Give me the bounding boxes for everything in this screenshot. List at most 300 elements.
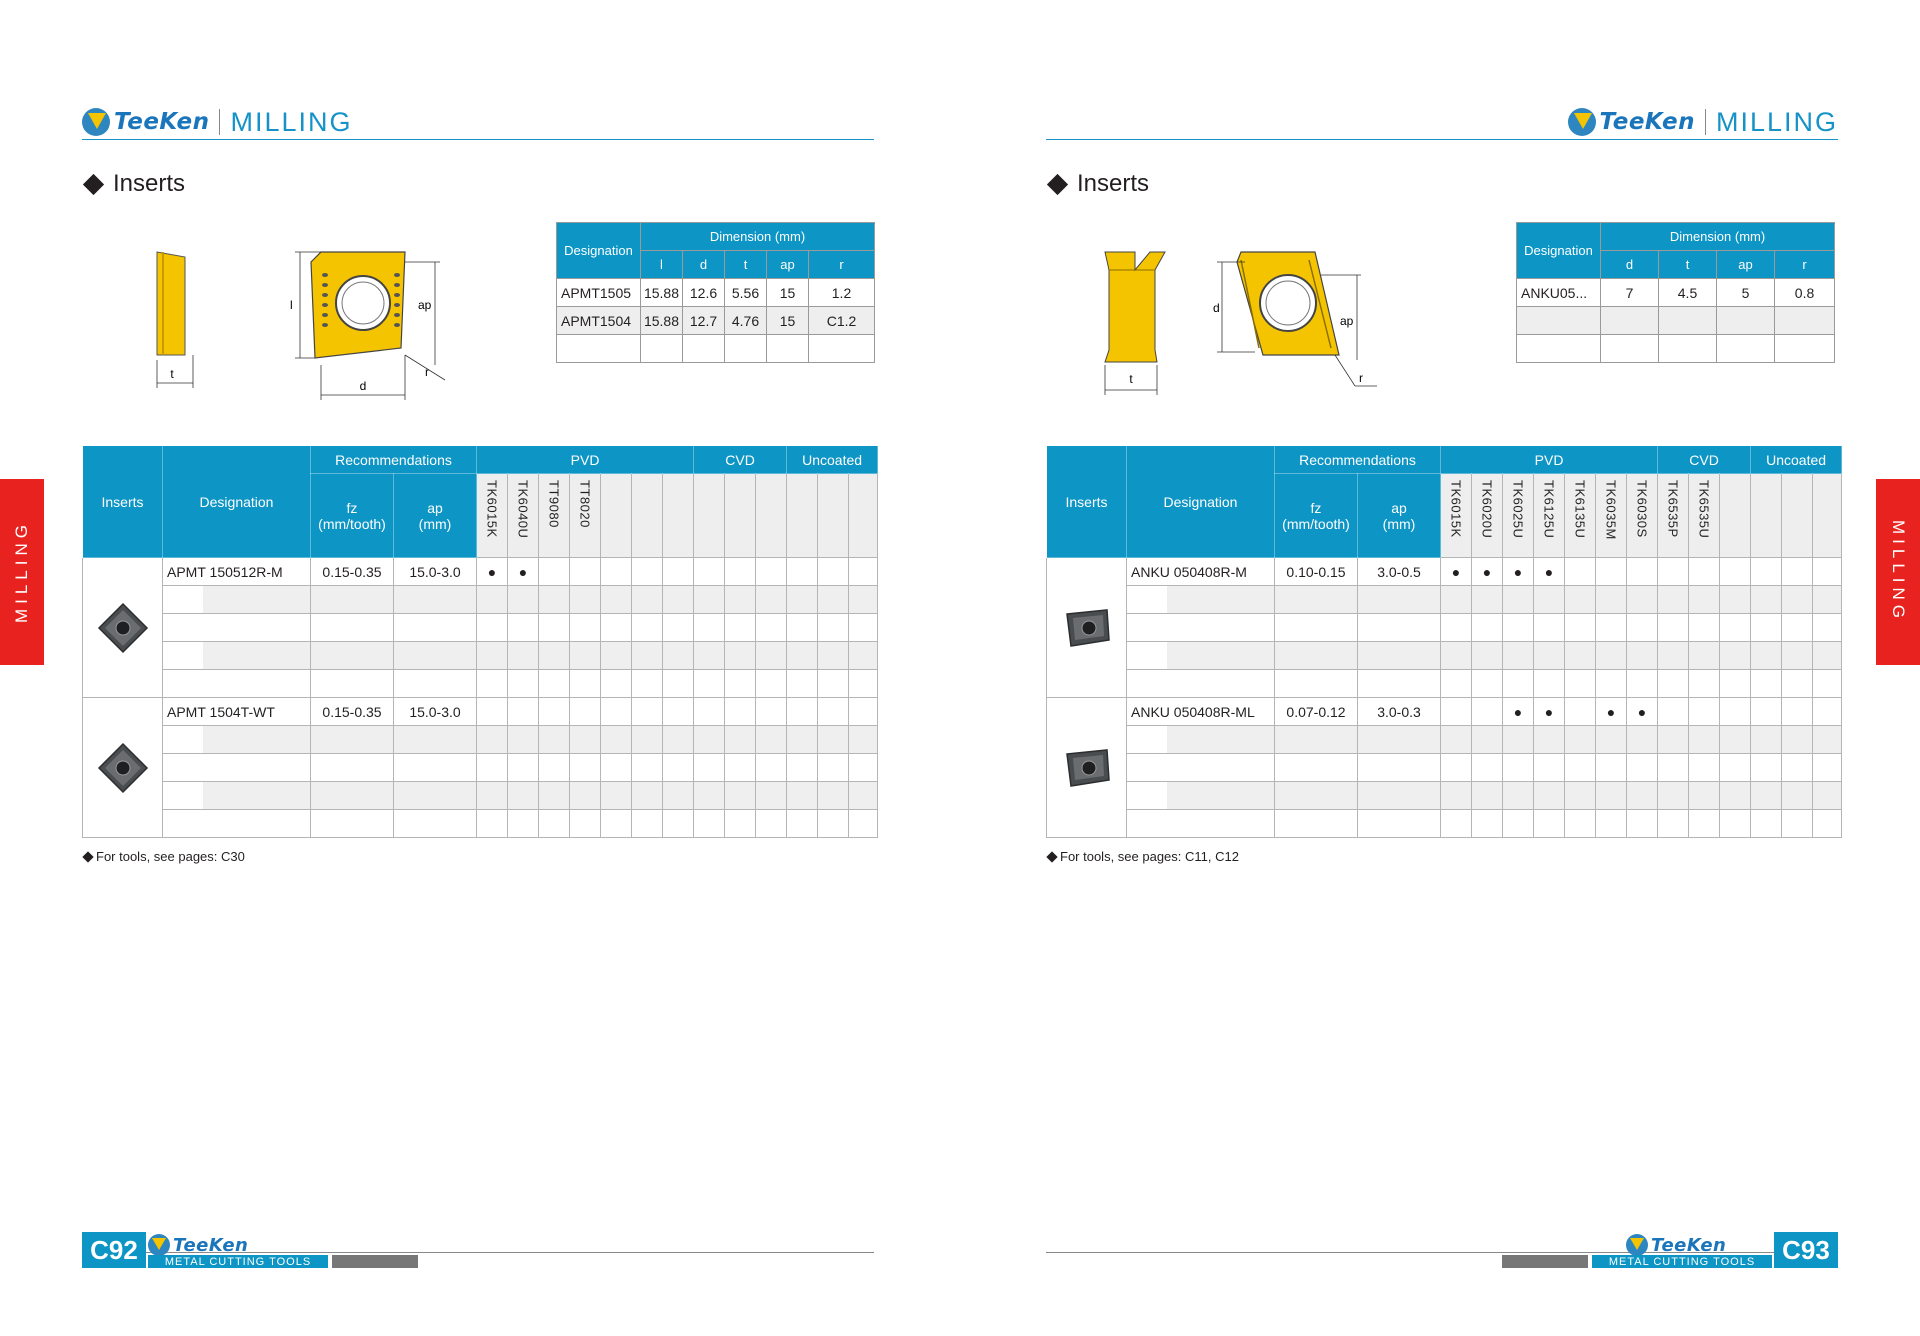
grade-cell (725, 586, 756, 614)
table-row (83, 558, 878, 586)
grade-cell (1627, 670, 1658, 698)
dim-cell: 1.2 (809, 279, 875, 307)
grade-cell (1658, 754, 1689, 782)
grade-cell (849, 754, 878, 782)
page-number: C92 (82, 1232, 146, 1268)
grade-cell (601, 782, 632, 810)
grade-cell (1596, 810, 1627, 838)
dim-cell-empty (809, 335, 875, 363)
footer-brand: TeeKen (1651, 1234, 1727, 1256)
dim-cell-empty (1517, 335, 1601, 363)
footer-logo (1626, 1234, 1726, 1256)
fz-cell (311, 754, 394, 782)
footer-tagline: METAL CUTTING TOOLS (148, 1255, 328, 1268)
grade-cell (1565, 810, 1596, 838)
grade-cell (1782, 698, 1813, 726)
grade-cell (632, 810, 663, 838)
insert-photo-icon (95, 740, 151, 796)
grade-cell (477, 810, 508, 838)
grade-cell (1751, 698, 1782, 726)
dim-cell-empty (557, 335, 641, 363)
grade-cell (725, 754, 756, 782)
grade-cell (787, 614, 818, 642)
col-header-fz: fz (mm/tooth) (1275, 474, 1358, 558)
col-header-uncoated: Uncoated (787, 446, 878, 474)
diamond-bullet-icon (1046, 851, 1057, 862)
dim-label-t: t (1129, 372, 1133, 386)
dim-cell-empty (1517, 307, 1601, 335)
page-header (82, 103, 353, 141)
designation-cell: ANKU 050408R-M (1127, 558, 1275, 586)
grade-cell (570, 614, 601, 642)
dim-cell-empty (1659, 307, 1717, 335)
grade-cell (756, 754, 787, 782)
dim-header-dimension: Dimension (mm) (641, 223, 875, 251)
grade-cell (694, 782, 725, 810)
grade-cell (539, 754, 570, 782)
grade-cell (1627, 782, 1658, 810)
grade-cell (1472, 670, 1503, 698)
grade-cell: ● (1441, 558, 1472, 586)
col-header-inserts: Inserts (83, 446, 163, 558)
fz-cell (311, 810, 394, 838)
grade-cell (849, 726, 878, 754)
grade-cell (725, 698, 756, 726)
grade-cell (1751, 614, 1782, 642)
table-row (83, 614, 878, 642)
grade-cell (508, 670, 539, 698)
dim-cell-empty (767, 335, 809, 363)
insert-image-cell (1047, 558, 1127, 698)
designation-cell: APMT 1504T-WT (163, 698, 311, 726)
grade-cell (1596, 642, 1627, 670)
dim-cell: APMT1505 (557, 279, 641, 307)
dim-label-r: r (425, 365, 429, 379)
grade-header-tk6535u: TK6535U (1689, 474, 1720, 558)
grade-cell (1751, 754, 1782, 782)
insert-image-cell (83, 698, 163, 838)
table-row (83, 670, 878, 698)
dim-cell: 5 (1717, 279, 1775, 307)
grade-cell (1565, 670, 1596, 698)
grade-cell (663, 586, 694, 614)
grade-cell (849, 642, 878, 670)
grade-cell (601, 726, 632, 754)
grade-cell (508, 810, 539, 838)
grade-cell (663, 782, 694, 810)
grade-cell (1627, 558, 1658, 586)
grade-header-empty (1782, 474, 1813, 558)
table-row (83, 782, 878, 810)
dim-col-r: r (1775, 251, 1835, 279)
footer-gray-bar (332, 1255, 418, 1268)
ap-cell (1358, 726, 1441, 754)
dim-label-d: d (359, 379, 367, 393)
grade-cell (787, 558, 818, 586)
table-row (83, 754, 878, 782)
grade-cell (570, 698, 601, 726)
grade-cell (694, 726, 725, 754)
dim-header-designation: Designation (1517, 223, 1601, 279)
insert-photo-icon (95, 600, 151, 656)
ap-cell (394, 670, 477, 698)
designation-cell-empty (1127, 754, 1275, 782)
dim-cell: 15.88 (641, 279, 683, 307)
designation-cell: ANKU 050408R-ML (1127, 698, 1275, 726)
grade-cell (1813, 642, 1842, 670)
grade-cell (508, 586, 539, 614)
brand-name: TeeKen (114, 109, 210, 135)
table-row (1047, 586, 1842, 614)
grade-header-tk6135u: TK6135U (1565, 474, 1596, 558)
grade-cell (1689, 754, 1720, 782)
grade-header-empty (818, 474, 849, 558)
designation-cell-empty (1127, 726, 1275, 754)
grade-cell (694, 810, 725, 838)
ap-cell (1358, 586, 1441, 614)
grade-cell (1751, 782, 1782, 810)
grade-cell (1658, 670, 1689, 698)
fz-cell (311, 614, 394, 642)
fz-cell (311, 642, 394, 670)
table-row (557, 307, 875, 335)
grade-cell (725, 782, 756, 810)
grade-header-tk6020u: TK6020U (1472, 474, 1503, 558)
grade-cell (601, 614, 632, 642)
grade-cell (1565, 642, 1596, 670)
dim-cell: C1.2 (809, 307, 875, 335)
table-row (1047, 754, 1842, 782)
insert-image-cell (1047, 698, 1127, 838)
side-tab-milling (1876, 479, 1920, 665)
logo-icon (148, 1234, 170, 1256)
grade-cell (1472, 810, 1503, 838)
header-rule (82, 139, 874, 140)
insert-photo-icon (1059, 740, 1115, 796)
grade-cell (570, 558, 601, 586)
ap-cell (1358, 670, 1441, 698)
designation-cell-empty (1127, 670, 1275, 698)
grade-cell (1441, 754, 1472, 782)
grade-header-tt8020: TT8020 (570, 474, 601, 558)
grade-cell (1503, 642, 1534, 670)
dim-cell: ANKU05... (1517, 279, 1601, 307)
grade-cell (818, 558, 849, 586)
grade-cell (1565, 754, 1596, 782)
grade-cell (539, 614, 570, 642)
grade-cell (1534, 754, 1565, 782)
footer-rule (146, 1252, 874, 1253)
ap-cell: 3.0-0.5 (1358, 558, 1441, 586)
apmt-insert-drawing (145, 240, 455, 410)
fz-cell: 0.07-0.12 (1275, 698, 1358, 726)
grade-cell (539, 726, 570, 754)
table-row (83, 642, 878, 670)
table-row (1047, 782, 1842, 810)
diamond-bullet-icon (1047, 173, 1068, 194)
brand-logo (1568, 108, 1695, 136)
dimension-table-right (1516, 222, 1835, 363)
grade-cell (1472, 586, 1503, 614)
dim-col-l: l (641, 251, 683, 279)
grade-cell (725, 670, 756, 698)
grade-cell (1472, 614, 1503, 642)
insert-grade-table-right (1046, 445, 1842, 838)
grade-cell (1441, 726, 1472, 754)
dim-cell-empty (1775, 307, 1835, 335)
dim-header-dimension: Dimension (mm) (1601, 223, 1835, 251)
table-row (557, 335, 875, 363)
right-page (960, 0, 1920, 1336)
dim-col-d: d (683, 251, 725, 279)
grade-cell (663, 698, 694, 726)
logo-icon (1568, 108, 1596, 136)
designation-cell-empty (163, 754, 311, 782)
grade-cell (477, 754, 508, 782)
grade-cell (1782, 810, 1813, 838)
insert-image-cell (83, 558, 163, 698)
fz-cell (1275, 614, 1358, 642)
grade-cell (1782, 726, 1813, 754)
grade-cell (1596, 586, 1627, 614)
grade-cell (1689, 670, 1720, 698)
grade-cell (477, 642, 508, 670)
brand-name: TeeKen (1599, 109, 1695, 135)
grade-cell (756, 698, 787, 726)
grade-cell (694, 614, 725, 642)
grade-cell (694, 558, 725, 586)
grade-cell (1782, 782, 1813, 810)
dim-cell: 4.5 (1659, 279, 1717, 307)
grade-cell (1534, 586, 1565, 614)
designation-cell-empty (1127, 810, 1275, 838)
grade-cell (632, 754, 663, 782)
table-row (83, 698, 878, 726)
grade-cell: ● (1596, 698, 1627, 726)
designation-cell-empty (163, 670, 311, 698)
dim-cell-empty (725, 335, 767, 363)
grade-cell (1565, 586, 1596, 614)
grade-cell (1813, 670, 1842, 698)
dim-cell-empty (1601, 307, 1659, 335)
grade-cell (508, 614, 539, 642)
grade-cell (1565, 726, 1596, 754)
grade-cell (632, 698, 663, 726)
grade-cell (1720, 782, 1751, 810)
grade-header-tk6015k: TK6015K (477, 474, 508, 558)
logo-icon (82, 108, 110, 136)
grade-cell (1472, 782, 1503, 810)
grade-header-empty (756, 474, 787, 558)
col-header-recommendations: Recommendations (311, 446, 477, 474)
grade-cell (1720, 558, 1751, 586)
grade-cell (1658, 642, 1689, 670)
dim-label-r: r (1359, 371, 1363, 385)
grade-cell (756, 558, 787, 586)
dim-header-designation: Designation (557, 223, 641, 279)
grade-cell (1596, 558, 1627, 586)
grade-cell (1627, 726, 1658, 754)
grade-header-tk6040u: TK6040U (508, 474, 539, 558)
dim-col-ap: ap (1717, 251, 1775, 279)
designation-cell-empty (163, 614, 311, 642)
table-row (1047, 698, 1842, 726)
table-row (83, 726, 878, 754)
grade-cell (756, 810, 787, 838)
fz-cell (1275, 642, 1358, 670)
grade-cell: ● (1627, 698, 1658, 726)
dim-cell: 15 (767, 307, 809, 335)
grade-cell (663, 558, 694, 586)
grade-cell (1689, 586, 1720, 614)
dim-cell: 0.8 (1775, 279, 1835, 307)
designation-cell-empty (1127, 614, 1275, 642)
grade-cell (787, 726, 818, 754)
dim-cell: 15 (767, 279, 809, 307)
fz-cell (1275, 782, 1358, 810)
grade-cell (477, 698, 508, 726)
grade-cell (1472, 754, 1503, 782)
ap-cell: 3.0-0.3 (1358, 698, 1441, 726)
dim-cell: APMT1504 (557, 307, 641, 335)
table-row (1047, 558, 1842, 586)
footer-brand: TeeKen (173, 1234, 249, 1256)
grade-cell (1503, 670, 1534, 698)
grade-cell (1627, 586, 1658, 614)
ap-cell (1358, 754, 1441, 782)
grade-cell (818, 726, 849, 754)
grade-cell (570, 782, 601, 810)
grade-cell (539, 698, 570, 726)
grade-header-empty (1813, 474, 1842, 558)
grade-cell (1472, 698, 1503, 726)
grade-header-empty (725, 474, 756, 558)
grade-cell (1658, 586, 1689, 614)
page-footer (1046, 1232, 1838, 1268)
grade-cell (1658, 726, 1689, 754)
grade-cell (1782, 586, 1813, 614)
grade-cell (1751, 726, 1782, 754)
grade-cell (1441, 698, 1472, 726)
grade-header-tk6025u: TK6025U (1503, 474, 1534, 558)
grade-cell (1689, 614, 1720, 642)
grade-header-empty (601, 474, 632, 558)
grade-cell (1720, 586, 1751, 614)
anku-insert-drawing (1095, 240, 1415, 400)
dim-cell: 12.6 (683, 279, 725, 307)
grade-cell (818, 754, 849, 782)
col-header-pvd: PVD (477, 446, 694, 474)
col-header-ap: ap (mm) (1358, 474, 1441, 558)
footer-logo (148, 1234, 248, 1256)
grade-cell (663, 726, 694, 754)
grade-cell (756, 586, 787, 614)
grade-cell (787, 670, 818, 698)
grade-header-tk6035m: TK6035M (1596, 474, 1627, 558)
grade-cell (663, 642, 694, 670)
fz-cell (311, 782, 394, 810)
grade-cell (818, 810, 849, 838)
dim-cell-empty (1601, 335, 1659, 363)
grade-cell (601, 754, 632, 782)
grade-cell: ● (508, 558, 539, 586)
designation-cell: APMT 150512R-M (163, 558, 311, 586)
grade-cell (694, 642, 725, 670)
grade-cell (632, 586, 663, 614)
grade-cell (1720, 726, 1751, 754)
grade-cell (1441, 642, 1472, 670)
col-header-fz: fz (mm/tooth) (311, 474, 394, 558)
grade-cell (1565, 782, 1596, 810)
insert-grade-table-left (82, 445, 878, 838)
tools-note (82, 849, 245, 864)
section-title: MILLING (230, 106, 353, 137)
grade-cell (1441, 782, 1472, 810)
grade-cell (756, 782, 787, 810)
grade-cell (1503, 754, 1534, 782)
grade-cell (787, 754, 818, 782)
grade-header-tk6015k: TK6015K (1441, 474, 1472, 558)
grade-header-tk6535p: TK6535P (1658, 474, 1689, 558)
dim-cell-empty (1659, 335, 1717, 363)
grade-cell (818, 670, 849, 698)
dim-cell-empty (641, 335, 683, 363)
dim-cell-empty (683, 335, 725, 363)
table-row (1047, 642, 1842, 670)
diamond-bullet-icon (82, 851, 93, 862)
grade-cell (1503, 782, 1534, 810)
grade-cell (849, 782, 878, 810)
grade-cell (1751, 642, 1782, 670)
grade-header-empty (694, 474, 725, 558)
grade-cell (570, 810, 601, 838)
inserts-heading (1046, 170, 1149, 198)
grade-cell (663, 614, 694, 642)
grade-header-empty (663, 474, 694, 558)
inserts-heading-text: Inserts (113, 170, 186, 197)
grade-cell (508, 642, 539, 670)
grade-cell (1565, 614, 1596, 642)
designation-cell-empty (163, 726, 311, 754)
grade-cell (539, 642, 570, 670)
grade-cell (539, 782, 570, 810)
fz-cell (1275, 586, 1358, 614)
grade-cell (1441, 670, 1472, 698)
grade-cell (725, 558, 756, 586)
table-row (83, 586, 878, 614)
grade-cell (1782, 670, 1813, 698)
grade-cell (694, 698, 725, 726)
grade-cell (539, 586, 570, 614)
grade-cell (1751, 810, 1782, 838)
grade-cell (1720, 670, 1751, 698)
grade-cell (1596, 614, 1627, 642)
dim-label-d: d (1213, 301, 1220, 315)
insert-photo-icon (1059, 600, 1115, 656)
grade-cell (694, 754, 725, 782)
grade-cell (1720, 642, 1751, 670)
grade-cell (570, 586, 601, 614)
grade-cell (1472, 642, 1503, 670)
grade-cell (1658, 614, 1689, 642)
grade-cell (818, 782, 849, 810)
fz-cell (311, 586, 394, 614)
grade-cell (1565, 558, 1596, 586)
grade-cell (508, 754, 539, 782)
grade-cell: ● (1472, 558, 1503, 586)
fz-cell (311, 670, 394, 698)
grade-cell (539, 810, 570, 838)
